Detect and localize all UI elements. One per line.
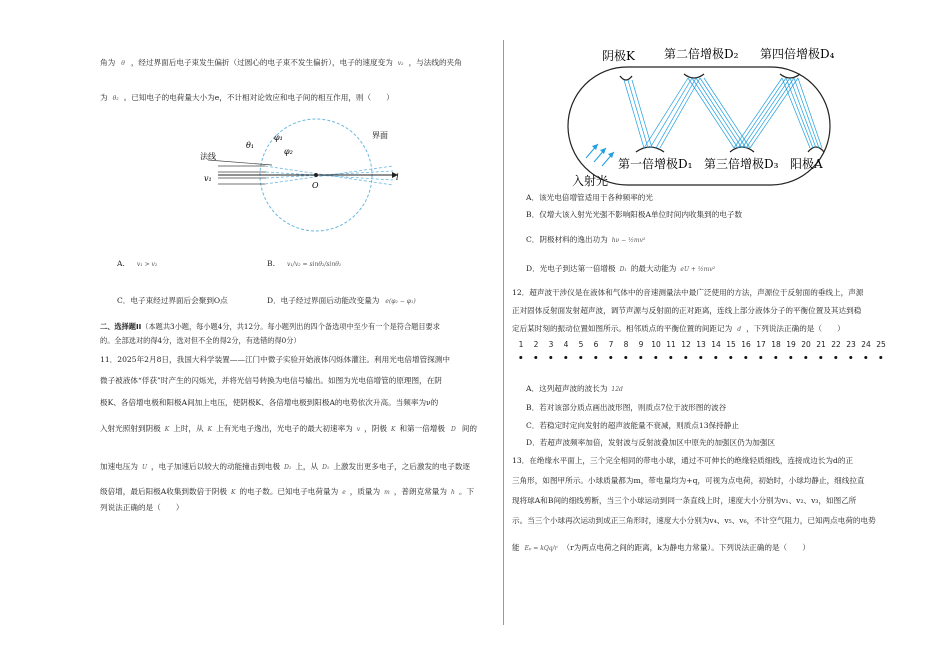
section-title: 二、选择题II xyxy=(100,322,142,331)
q10-option-B[interactable] xyxy=(267,259,341,269)
math: D₁ xyxy=(322,464,330,471)
particle-dot xyxy=(819,356,822,359)
math-v2: v₂ xyxy=(397,60,404,67)
text: 上有光电子逸出，光电子的最大初速率为 xyxy=(216,424,353,433)
particle-number: 7 xyxy=(608,340,614,349)
particle-dot xyxy=(849,356,852,359)
text: （r为两点电荷之间的距离，k为静电力常量）。下列说法正确的是（ ） xyxy=(562,543,810,552)
label-d3: 第三倍增极D₃ xyxy=(704,157,779,171)
q11-line-3: 极K、各倍增电极和阳极A间加上电压，使阴极K、各倍增电极到阳极A的电势依次升高。当频率为ν的 xyxy=(100,398,439,407)
text: ，质量为 xyxy=(349,487,381,496)
particle-number: 25 xyxy=(876,340,886,349)
particle-dot xyxy=(534,356,537,359)
particle-dot xyxy=(564,356,567,359)
d2-electrode xyxy=(684,74,704,78)
math: v xyxy=(356,426,361,433)
q12-option-B[interactable]: B．若对该部分质点画出波形图，则质点7位于波形图的波谷 xyxy=(526,403,727,412)
q13-line-3: 现将球A和B间的细线剪断，当三个小球运动到同一条直线上时，速度大小分别为v₁、v₂、v₃，如图乙所 xyxy=(512,496,857,505)
math: U xyxy=(141,464,148,471)
particle-number: 12 xyxy=(681,340,691,349)
label-phi2: φ₂ xyxy=(284,147,293,156)
text: ，与法线的夹角 xyxy=(408,58,462,67)
q12-option-C[interactable]: C．若稳定时定向发射的超声波能量不衰减，则质点13保持静止 xyxy=(526,421,739,430)
label-d1: 第一倍增极D₁ xyxy=(618,157,693,171)
particle-number: 22 xyxy=(831,340,841,349)
text: 加速电压为 xyxy=(100,462,138,471)
particle-dot xyxy=(519,356,522,359)
particle-dot xyxy=(699,356,702,359)
particle-number: 23 xyxy=(846,340,856,349)
text: ，经过界面后电子束发生偏折（过圆心的电子束不发生偏折），电子的速度变为 xyxy=(130,58,393,67)
option-math: v₁ > v₂ xyxy=(136,261,158,268)
text: 。已知电子的电荷量大小为e，不计相对论效应和电子间的相互作用，则（ ） xyxy=(123,93,394,102)
particle-dot xyxy=(579,356,582,359)
particle-number: 10 xyxy=(651,340,661,349)
refracted-ray-1 xyxy=(265,166,393,185)
q11-option-D[interactable] xyxy=(526,264,715,274)
particle-number: 13 xyxy=(696,340,706,349)
particle-dot xyxy=(834,356,837,359)
q12-line-3 xyxy=(512,324,845,334)
particle-number: 17 xyxy=(756,340,766,349)
option-text: D．电子经过界面后动能改变量为 xyxy=(267,296,380,305)
text: ，普朗克常量为 xyxy=(393,487,447,496)
q13-line-4: 示。当三个小球再次运动到成正三角形时，速度大小分别为v₄、v₅、v₆，不计空气阻力，已知两点电荷的电势 xyxy=(512,516,876,525)
label-incident-light: 入射光 xyxy=(572,174,609,188)
text: 间的 xyxy=(461,424,477,433)
refracted-ray-4 xyxy=(266,171,393,178)
label-d2: 第二倍增极D₂ xyxy=(664,47,739,61)
text: 能 xyxy=(512,543,520,552)
math: K xyxy=(164,426,170,433)
math: e xyxy=(342,489,346,496)
math: K xyxy=(207,426,213,433)
label-v1: v₁ xyxy=(204,174,212,183)
particle-dot xyxy=(774,356,777,359)
photomultiplier-figure xyxy=(554,40,844,190)
particle-number: 1 xyxy=(518,340,524,349)
math: d xyxy=(737,326,742,333)
particle-number: 20 xyxy=(801,340,811,349)
q10-option-C[interactable]: C．电子束经过界面后会聚到O点 xyxy=(117,296,228,305)
label-d4: 第四倍增极D₄ xyxy=(760,47,835,61)
particle-number: 14 xyxy=(711,340,721,349)
particle-dot xyxy=(864,356,867,359)
text: 定后某时刻的振动位置如图所示。相邻质点的平衡位置的间距记为 xyxy=(512,324,733,333)
particle-dot xyxy=(759,356,762,359)
math: D xyxy=(451,426,456,433)
particle-number: 18 xyxy=(771,340,781,349)
option-text: D．光电子到达第一倍增极 xyxy=(526,264,616,273)
math: K xyxy=(390,426,396,433)
section-header xyxy=(100,322,440,331)
option-letter: A. xyxy=(117,259,125,268)
center-point xyxy=(314,173,318,177)
option-math: eU + ½mv² xyxy=(680,266,716,273)
particle-dot xyxy=(879,356,882,359)
q10-option-A[interactable] xyxy=(117,259,157,269)
option-math: v₁/v₂ = sinθ₂/sinθ₁ xyxy=(287,261,342,268)
particle-number: 3 xyxy=(548,340,554,349)
particle-dot xyxy=(804,356,807,359)
text: 上时，从 xyxy=(173,424,204,433)
particle-dot xyxy=(654,356,657,359)
option-text: A．这列超声波的波长为 xyxy=(526,384,608,393)
math: D₁ xyxy=(284,464,292,471)
text: ，下列说法正确的是（ ） xyxy=(746,324,845,333)
math: h xyxy=(450,489,455,496)
q11-line-6 xyxy=(100,487,474,497)
q13-line-5 xyxy=(512,543,810,553)
particle-number: 19 xyxy=(786,340,796,349)
label-theta1: θ₁ xyxy=(246,141,255,150)
option-text: C．阴极材料的逸出功为 xyxy=(526,235,608,244)
q11-option-B[interactable]: B．仅增大该入射光光强不影响阳极A单位时间内收集到的电子数 xyxy=(526,210,743,219)
q11-line-4 xyxy=(100,424,477,434)
particle-number: 5 xyxy=(578,340,584,349)
math: Eₚ = kQq/r xyxy=(524,545,558,552)
incident-arrow-heads xyxy=(592,144,614,158)
intro-line-2 xyxy=(100,93,394,103)
text: 级倍增，最后阳极A收集到数倍于阴极 xyxy=(100,487,227,496)
q11-option-C[interactable] xyxy=(526,235,645,245)
column-divider xyxy=(503,40,504,625)
particle-dot xyxy=(624,356,627,359)
label-normal: 法线 xyxy=(200,152,216,161)
option-text: 的最大动能为 xyxy=(630,264,677,273)
text: 角为 xyxy=(100,58,116,67)
particle-number: 6 xyxy=(593,340,599,349)
text: 入射光照射到阴极 xyxy=(100,424,161,433)
electron-paths xyxy=(624,78,822,148)
option-math: hν − ½mv² xyxy=(611,237,646,244)
text: 的电子数。已知电子电荷量为 xyxy=(239,487,339,496)
text: 上，从 xyxy=(295,462,319,471)
math-theta: θ xyxy=(121,60,125,67)
particle-dot xyxy=(609,356,612,359)
q11-line-1: 11．2025年2月8日，我国大科学装置——江门中微子实验开始液体闪烁体灌注。利用光电倍增管探测中 xyxy=(100,355,450,364)
label-phi1: φ₁ xyxy=(274,133,283,142)
option-math: D₁ xyxy=(619,266,627,273)
particle-dot xyxy=(729,356,732,359)
q13-line-1: 13．在绝缘水平面上，三个完全相同的带电小球，通过不可伸长的绝缘轻质细线，连接成边长为d的正 xyxy=(512,456,854,465)
text: 和第一倍增极 xyxy=(399,424,445,433)
math: K xyxy=(230,489,236,496)
option-math: 12d xyxy=(611,386,623,393)
q10-option-D[interactable] xyxy=(267,296,416,306)
q12-line-1: 12．超声波干涉仪是在液体和气体中的音速测量法中最广泛使用的方法，声源位于反射面的垂线上，声源 xyxy=(512,288,864,297)
q12-option-D[interactable]: D．若超声波频率加倍，发射波与反射波叠加区中原先的加强区仍为加强区 xyxy=(526,438,776,447)
particle-dot xyxy=(789,356,792,359)
text: 上激发出更多电子，之后激发的电子数逐 xyxy=(333,462,471,471)
particle-number: 24 xyxy=(861,340,871,349)
label-O: O xyxy=(312,181,319,190)
q11-line-7: 列说法正确的是（ ） xyxy=(100,503,184,512)
q11-line-5 xyxy=(100,462,470,472)
label-interface: 界面 xyxy=(372,131,388,140)
particle-number: 8 xyxy=(623,340,629,349)
particle-dot xyxy=(684,356,687,359)
particle-number: 4 xyxy=(563,340,569,349)
refracted-ray-3 xyxy=(266,172,393,180)
label-cathode: 阴极K xyxy=(602,49,635,63)
particle-dot xyxy=(594,356,597,359)
label-anode: 阳极A xyxy=(790,157,823,171)
particle-dot xyxy=(744,356,747,359)
particle-number: 15 xyxy=(726,340,736,349)
particle-dot xyxy=(669,356,672,359)
section-desc-2: 的。全部选对的得4分，选对但不全的得2分，有选错的得0分） xyxy=(100,336,301,345)
intro-line-1 xyxy=(100,58,462,68)
math-theta2: θ₂ xyxy=(112,95,119,102)
text: 。下 xyxy=(458,487,475,496)
option-letter: B. xyxy=(267,259,275,268)
particle-dot xyxy=(714,356,717,359)
text: ，电子加速后以较大的动能撞击到电极 xyxy=(151,462,281,471)
section-desc-1: （本题共3小题，每小题4分，共12分。每小题列出的四个备选项中至少有一个是符合题目要求 xyxy=(141,322,440,331)
particle-row xyxy=(518,340,898,370)
particle-number: 16 xyxy=(741,340,751,349)
q11-option-A[interactable]: A．该光电倍增管适用于各种频率的光 xyxy=(526,193,653,202)
q12-line-2: 正对固体反射面发射超声波，调节声源与反射面的正对距离，连线上部分液体分子的平衡位置及其达到稳 xyxy=(512,306,862,315)
text: ，阴极 xyxy=(364,424,387,433)
particle-dot xyxy=(549,356,552,359)
particle-number: 2 xyxy=(533,340,539,349)
particle-number: 9 xyxy=(638,340,644,349)
electron-refraction-figure xyxy=(188,110,408,240)
math: m xyxy=(384,489,390,496)
q12-option-A[interactable] xyxy=(526,384,623,394)
normal-line xyxy=(208,160,272,165)
q13-line-2: 三角形，如图甲所示。小球质量都为m，带电量均为+q，可视为点电荷，初始时，小球均静止，细线拉直 xyxy=(512,476,865,485)
q11-line-2: 微子被液体“俘获”时产生的闪烁光，并将光信号转换为电信号输出。如图为光电倍增管的原理图，在阴 xyxy=(100,376,442,385)
cathode-electrode xyxy=(620,76,632,80)
particle-number: 11 xyxy=(666,340,676,349)
particle-dot xyxy=(639,356,642,359)
d4-electrode xyxy=(780,74,800,78)
particle-number: 21 xyxy=(816,340,826,349)
text: 为 xyxy=(100,93,108,102)
label-l: l xyxy=(396,173,399,182)
option-math: e(φ₂ − φ₁) xyxy=(385,298,416,305)
